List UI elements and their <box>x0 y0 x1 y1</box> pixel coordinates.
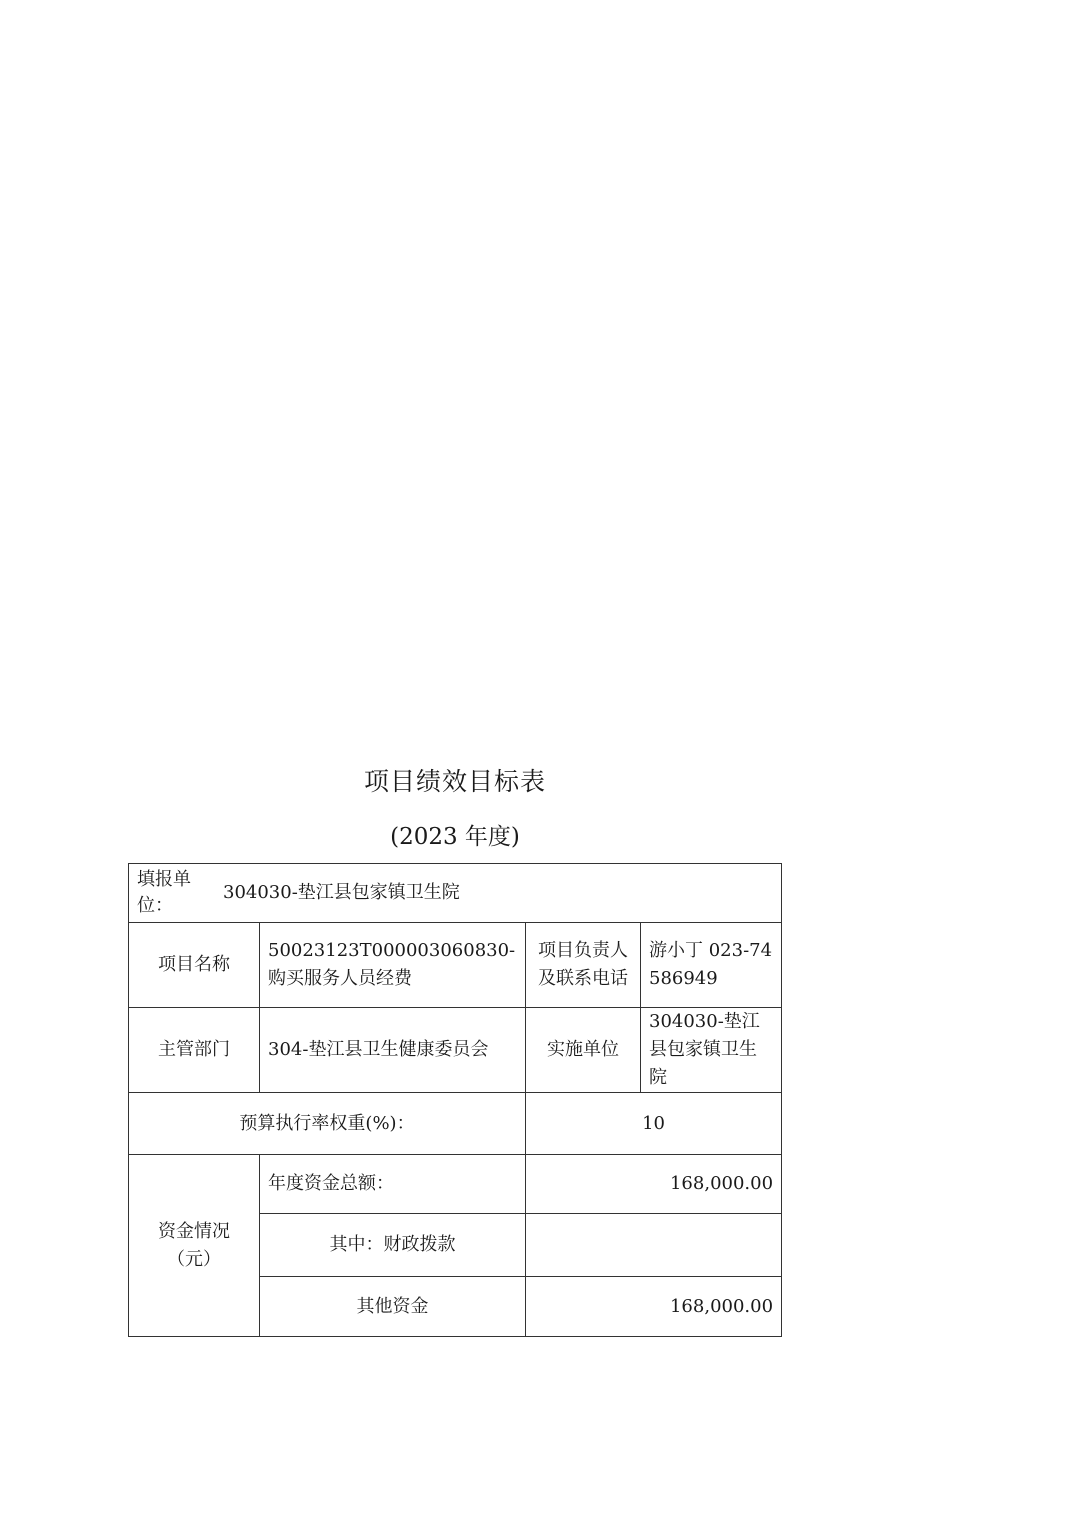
filling-unit-value: 304030-垫江县包家镇卫生院 <box>223 882 460 903</box>
page-subtitle: (2023 年度) <box>390 824 520 850</box>
supervisor-dept-value: 304-垫江县卫生健康委员会 <box>260 1008 526 1093</box>
filling-unit-label: 填报单位： <box>137 869 191 916</box>
page-title: 项目绩效目标表 <box>363 767 546 796</box>
project-name-label: 项目名称 <box>129 923 260 1008</box>
implementing-unit-label: 实施单位 <box>526 1008 641 1093</box>
fiscal-label: 其中：财政拨款 <box>260 1214 526 1277</box>
project-name-value: 50023123T000003060830-购买服务人员经费 <box>260 923 526 1008</box>
table-row <box>129 1008 782 1093</box>
project-leader-label: 项目负责人及联系电话 <box>526 923 641 1008</box>
annual-total-label: 年度资金总额： <box>260 1155 526 1214</box>
fiscal-value <box>526 1214 782 1277</box>
performance-table <box>128 863 782 1337</box>
table-row <box>129 923 782 1008</box>
implementing-unit-value: 304030-垫江县包家镇卫生院 <box>641 1008 782 1093</box>
table-row <box>129 1155 782 1214</box>
funds-label: 资金情况（元） <box>129 1155 260 1337</box>
table-row <box>129 864 782 923</box>
other-funds-label: 其他资金 <box>260 1277 526 1337</box>
budget-weight-value: 10 <box>526 1093 782 1155</box>
annual-total-value: 168,000.00 <box>526 1155 782 1214</box>
filling-unit-cell <box>129 864 782 923</box>
other-funds-value: 168,000.00 <box>526 1277 782 1337</box>
supervisor-dept-label: 主管部门 <box>129 1008 260 1093</box>
table-row <box>129 1093 782 1155</box>
budget-weight-label: 预算执行率权重(%)： <box>129 1093 526 1155</box>
project-leader-value: 游小丁 023-74586949 <box>641 923 782 1008</box>
